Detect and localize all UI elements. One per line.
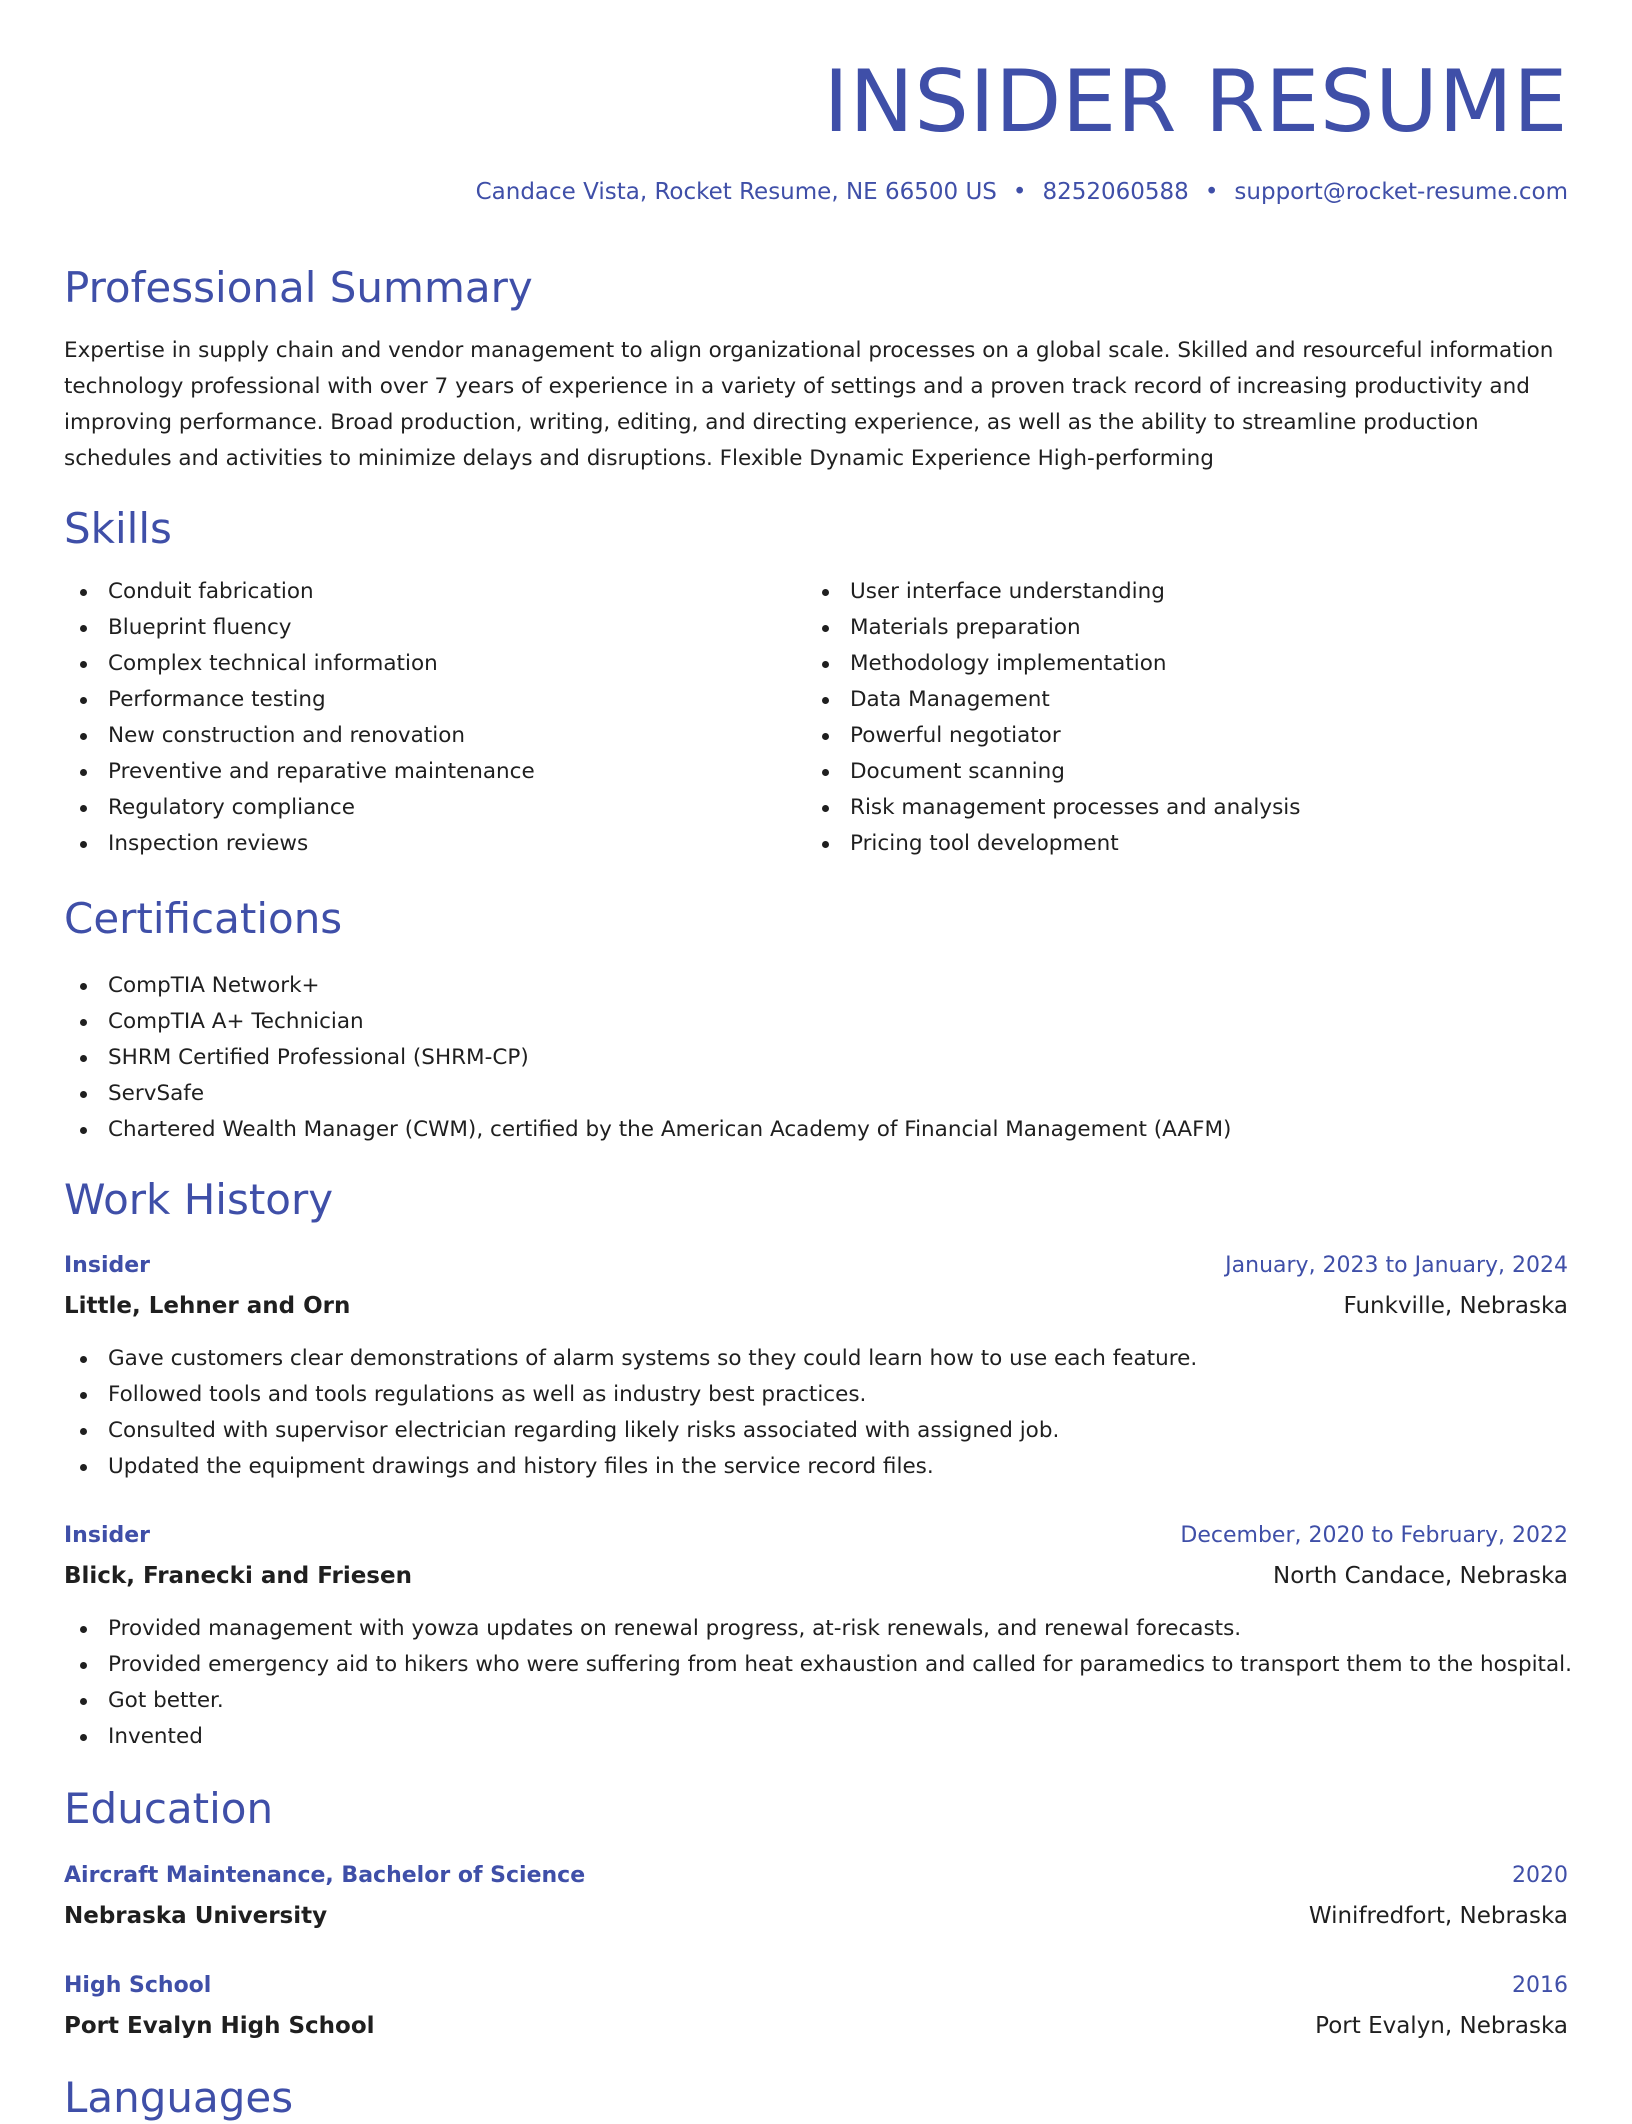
education-degree-row bbox=[64, 1968, 1568, 2004]
job-company: Little, Lehner and Orn bbox=[64, 1293, 351, 1319]
job-dates: December, 2020 to February, 2022 bbox=[1180, 1523, 1568, 1548]
contact-separator: • bbox=[1204, 179, 1219, 205]
job-company: Blick, Franecki and Friesen bbox=[64, 1563, 412, 1589]
list-item: Chartered Wealth Manager (CWM), certified by the American Academy of Financial Management (AAFM) bbox=[64, 1112, 1231, 1148]
list-item: Data Management bbox=[806, 682, 1300, 718]
list-item: Preventive and reparative maintenance bbox=[64, 754, 535, 790]
contact-email[interactable]: support@rocket-resume.com bbox=[1234, 179, 1568, 205]
job-title: Insider bbox=[64, 1253, 151, 1278]
job-location: Funkville, Nebraska bbox=[1343, 1293, 1568, 1319]
job-company-row bbox=[64, 1558, 1568, 1594]
section-heading-certifications: Certifications bbox=[64, 894, 343, 943]
summary-text: Expertise in supply chain and vendor management to align organizational processes on a global scale. Skilled and resourceful information technology professional with over 7 years of experience in a variety of settings and a proven track record of increasing productivity and improving performance. Broad production, writing, editing, and directing experience, as well as the ability to streamline production schedules and activities to minimize delays and disruptions. Flexible Dynamic Experience High-performing bbox=[64, 338, 1554, 471]
list-item: Powerful negotiator bbox=[806, 718, 1300, 754]
list-item: SHRM Certified Professional (SHRM-CP) bbox=[64, 1040, 1231, 1076]
education-school: Nebraska University bbox=[64, 1903, 328, 1929]
education-location: Winifredfort, Nebraska bbox=[1308, 1903, 1568, 1929]
list-item: Invented bbox=[64, 1719, 1572, 1755]
list-item: Materials preparation bbox=[806, 610, 1300, 646]
list-item: Provided management with yowza updates on renewal progress, at-risk renewals, and renewal forecasts. bbox=[64, 1611, 1572, 1647]
section-heading-languages: Languages bbox=[64, 2073, 294, 2122]
list-item: Pricing tool development bbox=[806, 826, 1300, 862]
education-year: 2016 bbox=[1512, 1973, 1568, 1998]
contact-phone[interactable]: 8252060588 bbox=[1042, 179, 1189, 205]
education-school-row bbox=[64, 2008, 1568, 2044]
education-school: Port Evalyn High School bbox=[64, 2013, 375, 2039]
contact-address: Candace Vista, Rocket Resume, NE 66500 US bbox=[475, 179, 997, 205]
list-item: Performance testing bbox=[64, 682, 535, 718]
list-item: CompTIA Network+ bbox=[64, 968, 1231, 1004]
job-bullets bbox=[64, 1341, 1197, 1485]
list-item: Inspection reviews bbox=[64, 826, 535, 862]
list-item: Provided emergency aid to hikers who were suffering from heat exhaustion and called for paramedics to transport them to the hospital. bbox=[64, 1647, 1572, 1683]
list-item: Followed tools and tools regulations as well as industry best practices. bbox=[64, 1377, 1197, 1413]
contact-line bbox=[476, 177, 1568, 207]
list-item: Consulted with supervisor electrician regarding likely risks associated with assigned job. bbox=[64, 1413, 1197, 1449]
list-item: CompTIA A+ Technician bbox=[64, 1004, 1231, 1040]
job-title-row bbox=[64, 1248, 1568, 1284]
section-heading-work-history: Work History bbox=[64, 1175, 334, 1224]
education-school-row bbox=[64, 1898, 1568, 1934]
job-dates: January, 2023 to January, 2024 bbox=[1225, 1253, 1568, 1278]
list-item: Conduit fabrication bbox=[64, 574, 535, 610]
education-degree: High School bbox=[64, 1973, 212, 1998]
list-item: Risk management processes and analysis bbox=[806, 790, 1300, 826]
education-degree: Aircraft Maintenance, Bachelor of Science bbox=[64, 1863, 586, 1888]
list-item: User interface understanding bbox=[806, 574, 1300, 610]
list-item: Document scanning bbox=[806, 754, 1300, 790]
list-item: Got better. bbox=[64, 1683, 1572, 1719]
skills-list-left bbox=[64, 574, 535, 862]
job-title: Insider bbox=[64, 1523, 151, 1548]
education-degree-row bbox=[64, 1858, 1568, 1894]
list-item: Regulatory compliance bbox=[64, 790, 535, 826]
job-bullets bbox=[64, 1611, 1572, 1755]
list-item: Gave customers clear demonstrations of alarm systems so they could learn how to use each feature. bbox=[64, 1341, 1197, 1377]
list-item: Updated the equipment drawings and history files in the service record files. bbox=[64, 1449, 1197, 1485]
education-year: 2020 bbox=[1512, 1863, 1568, 1888]
list-item: Complex technical information bbox=[64, 646, 535, 682]
resume-page bbox=[64, 0, 1572, 2122]
section-heading-skills: Skills bbox=[64, 504, 172, 553]
list-item: Blueprint fluency bbox=[64, 610, 535, 646]
section-heading-summary: Professional Summary bbox=[64, 263, 533, 312]
education-location: Port Evalyn, Nebraska bbox=[1315, 2013, 1568, 2039]
job-company-row bbox=[64, 1288, 1568, 1324]
list-item: New construction and renovation bbox=[64, 718, 535, 754]
resume-title: INSIDER RESUME bbox=[823, 52, 1568, 152]
job-location: North Candace, Nebraska bbox=[1273, 1563, 1568, 1589]
skills-list-right bbox=[806, 574, 1300, 862]
job-title-row bbox=[64, 1518, 1568, 1554]
certifications-list bbox=[64, 968, 1231, 1148]
section-heading-education: Education bbox=[64, 1784, 274, 1833]
list-item: Methodology implementation bbox=[806, 646, 1300, 682]
contact-separator: • bbox=[1012, 179, 1027, 205]
list-item: ServSafe bbox=[64, 1076, 1231, 1112]
